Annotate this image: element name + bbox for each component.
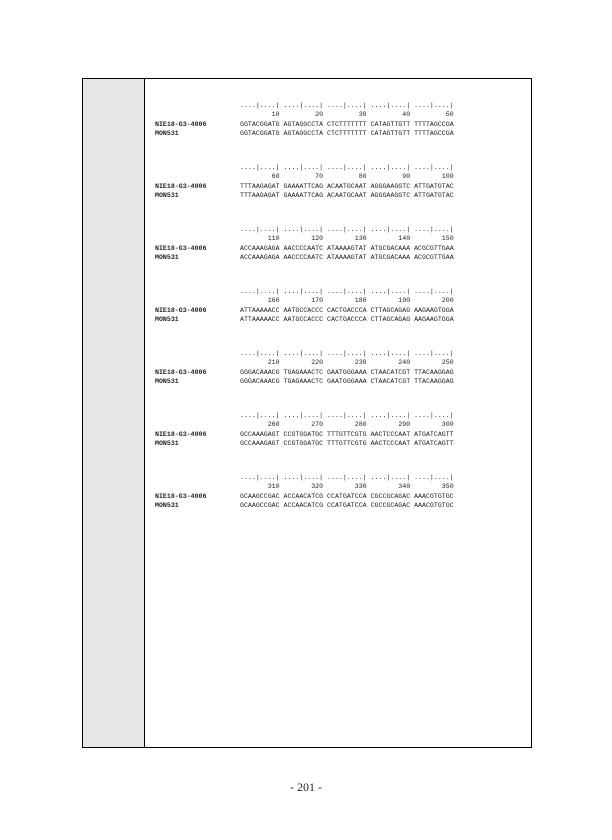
sequence-name: NIE18-G3-4006 (155, 369, 207, 376)
sequence-name: NIE18-G3-4006 (155, 183, 207, 190)
sequence-name: NIE18-G3-4006 (155, 121, 207, 128)
ruler-ticks: ....|....| ....|....| ....|....| ....|....| ....|....| (240, 164, 454, 171)
sequence-text: ATTAAAAACC AATGCCACCC CACTGACCCA CTTAGCAGAG AAGAAGTGGA (240, 307, 454, 314)
sequence-text: GCAAGCCGAC ACCAACATCG CCATGATCCA CGCCGCAGAC AAACGTGTGC (240, 493, 454, 500)
sequence-text: GCCAAAGAGT CCGTGGATGC TTTGTTCGTG AACTCCCAAT ATGATCAGTT (240, 440, 454, 447)
sequence-text: GCAAGCCGAC ACCAACATCG CCATGATCCA CGCCGCAGAC AAACGTGTGC (240, 502, 454, 509)
alignment-block (155, 349, 527, 411)
sequence-text: TTTAAGAGAT GAAAATTCAG ACAATGCAAT AGGGAAGGTC ATTGATGTAC (240, 192, 454, 199)
ruler-ticks: ....|....| ....|....| ....|....| ....|....| ....|....| (240, 102, 454, 109)
alignment-block (155, 473, 527, 535)
page-number: - 201 - (290, 780, 322, 794)
sequence-name: MON531 (155, 316, 179, 323)
alignment-block (155, 287, 527, 349)
sequence-text: ATTAAAAACC AATGCCACCC CACTGACCCA CTTAGCAGAG AAGAAGTGGA (240, 316, 454, 323)
alignment-block (155, 163, 527, 225)
position-numbers: 160 170 180 190 200 (240, 297, 454, 304)
sequence-name: NIE18-G3-4006 (155, 245, 207, 252)
sequence-text: GGTACGGATG AGTAGGCCTA CTCTTTTTTT CATAGTTGTT TTTTAGCCGA (240, 130, 454, 137)
sequence-text: TTTAAGAGAT GAAAATTCAG ACAATGCAAT AGGGAAGGTC ATTGATGTAC (240, 183, 454, 190)
ruler-ticks: ....|....| ....|....| ....|....| ....|....| ....|....| (240, 474, 454, 481)
sequence-alignment (155, 101, 527, 535)
sequence-name: NIE18-G3-4006 (155, 493, 207, 500)
sequence-text: GGTACGGATG AGTAGGCCTA CTCTTTTTTT CATAGTTGTT TTTTAGCCGA (240, 121, 454, 128)
ruler-ticks: ....|....| ....|....| ....|....| ....|....| ....|....| (240, 350, 454, 357)
sequence-name: MON531 (155, 502, 179, 509)
sequence-text: GCCAAAGAGT CCGTGGATGC TTTGTTCGTG AACTCCCAAT ATGATCAGTT (240, 431, 454, 438)
sequence-name: MON531 (155, 378, 179, 385)
position-numbers: 210 220 230 240 250 (240, 359, 454, 366)
sequence-text: ACCAAAGAGA AACCCCAATC ATAAAAGTAT ATGCGACAAA ACGCGTTGAA (240, 254, 454, 261)
position-numbers: 310 320 330 340 350 (240, 483, 454, 490)
sequence-name: NIE18-G3-4006 (155, 431, 207, 438)
sequence-text: ACCAAAGAGA AACCCCAATC ATAAAAGTAT ATGCGACAAA ACGCGTTGAA (240, 245, 454, 252)
sequence-name: NIE18-G3-4006 (155, 307, 207, 314)
sequence-name: MON531 (155, 130, 179, 137)
alignment-block (155, 411, 527, 473)
alignment-table-frame (82, 78, 532, 748)
position-numbers: 10 20 30 40 50 (240, 111, 454, 118)
position-numbers: 260 270 280 290 300 (240, 421, 454, 428)
sequence-name: MON531 (155, 254, 179, 261)
position-numbers: 110 120 130 140 150 (240, 235, 454, 242)
label-column (83, 79, 145, 747)
ruler-ticks: ....|....| ....|....| ....|....| ....|....| ....|....| (240, 226, 454, 233)
position-numbers: 60 70 80 90 100 (240, 173, 454, 180)
ruler-ticks: ....|....| ....|....| ....|....| ....|....| ....|....| (240, 288, 454, 295)
alignment-block (155, 225, 527, 287)
ruler-ticks: ....|....| ....|....| ....|....| ....|....| ....|....| (240, 412, 454, 419)
sequence-name: MON531 (155, 440, 179, 447)
sequence-name: MON531 (155, 192, 179, 199)
sequence-text: GGGACAAACG TGAGAAACTC GAATGGGAAA CTAACATCGT TTACAAGGAG (240, 378, 454, 385)
alignment-block (155, 101, 527, 163)
sequence-text: GGGACAAACG TGAGAAACTC GAATGGGAAA CTAACATCGT TTACAAGGAG (240, 369, 454, 376)
